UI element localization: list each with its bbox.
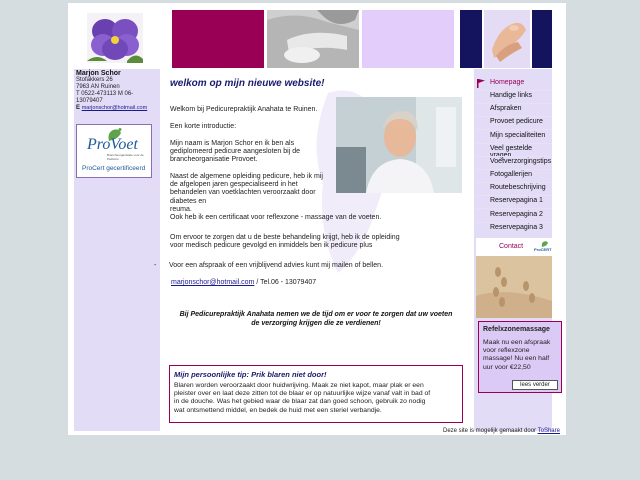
flag-icon [476, 78, 486, 88]
portrait-photo [336, 97, 462, 193]
lees-verder-button[interactable]: lees verder [512, 380, 558, 390]
page [68, 3, 566, 435]
header-banner [68, 3, 566, 69]
para2-line: behandelen van voetklachten veroorzaakt door [170, 189, 316, 197]
reflex-title: Refelxzonemassage [483, 326, 550, 333]
nav-separator [476, 195, 552, 196]
nav-reservepagina-1[interactable]: Reservepagina 1 [490, 197, 543, 204]
nav-fotogallerijen[interactable]: Fotogallerijen [490, 171, 533, 178]
nav-menu [476, 77, 552, 237]
tip-line: Blaren worden veroorzaakt door huidwrijving. Maak ze niet kapot, maar plak er een [174, 382, 424, 389]
reflex-line: Maak nu een afspraak [483, 339, 551, 346]
nav-afspraken[interactable]: Afspraken [490, 105, 522, 112]
para2-line: Ook heb ik een certificaat voor reflexzone - massage van de voeten. [170, 214, 382, 222]
reflex-line: voor reflexzone [483, 347, 530, 355]
nav-separator [476, 182, 552, 183]
tip-line: wat ontsmettend middel, en bedek de huid met een steriel verbandje. [174, 406, 382, 414]
nav-separator [476, 143, 552, 144]
footer-link[interactable]: ToShare [537, 428, 560, 434]
main-tel: / Tel.06 - 13079407 [256, 279, 317, 286]
email-label: E [76, 105, 81, 111]
reflex-promo-box [478, 321, 562, 393]
pansy-icon [87, 13, 143, 63]
nav-homepage[interactable]: Homepage [490, 79, 525, 86]
nav-routebeschrijving[interactable]: Routebeschrijving [490, 184, 546, 191]
intro-heading: Een korte introductie: [170, 123, 237, 130]
nav-separator [476, 116, 552, 117]
reflex-line: uur voor €22,50 [483, 363, 531, 371]
para3-line: Om ervoor te zorgen dat u de beste behandeling krijgt, heb ik de opleiding [170, 234, 400, 241]
contact-email-link[interactable]: marjonschor@hotmail.com [81, 105, 148, 111]
contact-box[interactable] [476, 238, 552, 256]
para3 [170, 234, 400, 250]
magenta-block [172, 10, 264, 68]
para4-dash: - [154, 262, 157, 269]
tip-line: in de douche. Was het gebied waar de blaar zat dan goed schoon, gebruik zo nodig [174, 398, 426, 406]
para4: Voor een afspraak of een vrijblijvend advies kunt mij mailen of bellen. [169, 262, 384, 269]
contact-block [76, 70, 160, 112]
contact-street: Stofakkers 26 [76, 77, 113, 83]
main-email-link[interactable]: marjonschor@hotmail.com [171, 279, 255, 286]
para2-line: de afgelopen jaren gespecialiseerd in het [170, 181, 298, 189]
contact-city: 7963 AN Ruinen [76, 84, 120, 90]
slogan-line: Bij Pedicurepraktijk Anahata nemen we de tijd om er voor te zorgen dat uw voeten [179, 311, 453, 318]
para2-line: diabetes en [170, 197, 207, 205]
reflex-line: massage! Nu een half [483, 355, 550, 363]
nav-provoet-pedicure[interactable]: Provoet pedicure [490, 118, 543, 125]
para3-line: voor medisch pedicure gevolgd en inmiddels ben ik pedicure plus [170, 242, 373, 250]
slogan-line: de verzorging krijgen die ze verdienen! [251, 320, 381, 327]
nav-separator [476, 208, 552, 209]
para1-line: gediplomeerd pedicure aangesloten bij de [170, 148, 300, 156]
nav-separator [476, 222, 552, 223]
sand-footprints-photo [476, 256, 552, 318]
tip-box [169, 365, 463, 423]
navy-block-right [532, 10, 552, 68]
nav-separator [476, 103, 552, 104]
navy-block-left [460, 10, 482, 68]
reflex-text [483, 339, 559, 372]
footer [443, 428, 560, 434]
provoet-caption: ProCert gecertificeerd [82, 165, 146, 172]
para2-line: Naast de algemene opleiding pedicure, heb ik mij [170, 173, 323, 180]
intro-text: Welkom bij Pedicurepraktijk Anahata te Ruinen. [170, 106, 318, 113]
contact-email-row [76, 105, 160, 112]
tip-title: Mijn persoonlijke tip: Prik blaren niet door! [174, 370, 327, 379]
para1-line: Mijn naam is Marjon Schor en ik ben als [170, 140, 295, 147]
contact-line [171, 279, 316, 287]
lavender-block [362, 10, 454, 68]
nav-veel-gestelde-vragen[interactable]: Veel gestelde [490, 145, 533, 152]
nav-separator [476, 156, 552, 157]
contact-phone: T 0522-473113 M 06-13079407 [76, 91, 134, 104]
nav-separator [476, 169, 552, 170]
provoet-logo-box[interactable] [76, 124, 152, 178]
nav-handige-links[interactable]: Handige links [490, 92, 533, 99]
nav-specialiteiten[interactable]: Mijn specialiteiten [490, 132, 546, 139]
para1-line: brancheorganisatie Provoet. [170, 156, 258, 164]
main-title: welkom op mijn nieuwe website! [170, 78, 325, 89]
foot-photo [484, 10, 530, 68]
footer-text: Deze site is mogelijk gemaakt door [443, 428, 537, 434]
procert-badge: ProCERT [534, 247, 552, 252]
pansy-image [87, 13, 143, 63]
contact-name: Marjon Schor [76, 70, 121, 77]
slogan [168, 310, 464, 328]
para2-line: reuma. [170, 205, 192, 213]
tip-line: pleister over en laat deze zitten tot de blaar er op natuurlijke wijze vanaf valt in bad of [174, 390, 431, 398]
nav-separator [476, 90, 552, 91]
nav-reservepagina-3[interactable]: Reservepagina 3 [490, 224, 543, 231]
tip-body [174, 382, 460, 415]
nav-reservepagina-2[interactable]: Reservepagina 2 [490, 211, 543, 218]
provoet-logo-text: ProVoet [87, 136, 138, 153]
contact-box-label: Contact [499, 243, 524, 250]
pedicure-photo-gray [267, 10, 359, 68]
provoet-logo-sub: Brancheorganisatie voor de Pedicure [107, 153, 144, 161]
nav-separator [476, 129, 552, 130]
para1 [170, 140, 300, 165]
nav-voetverzorgingstips[interactable]: Voetverzorgingstips [490, 158, 552, 165]
